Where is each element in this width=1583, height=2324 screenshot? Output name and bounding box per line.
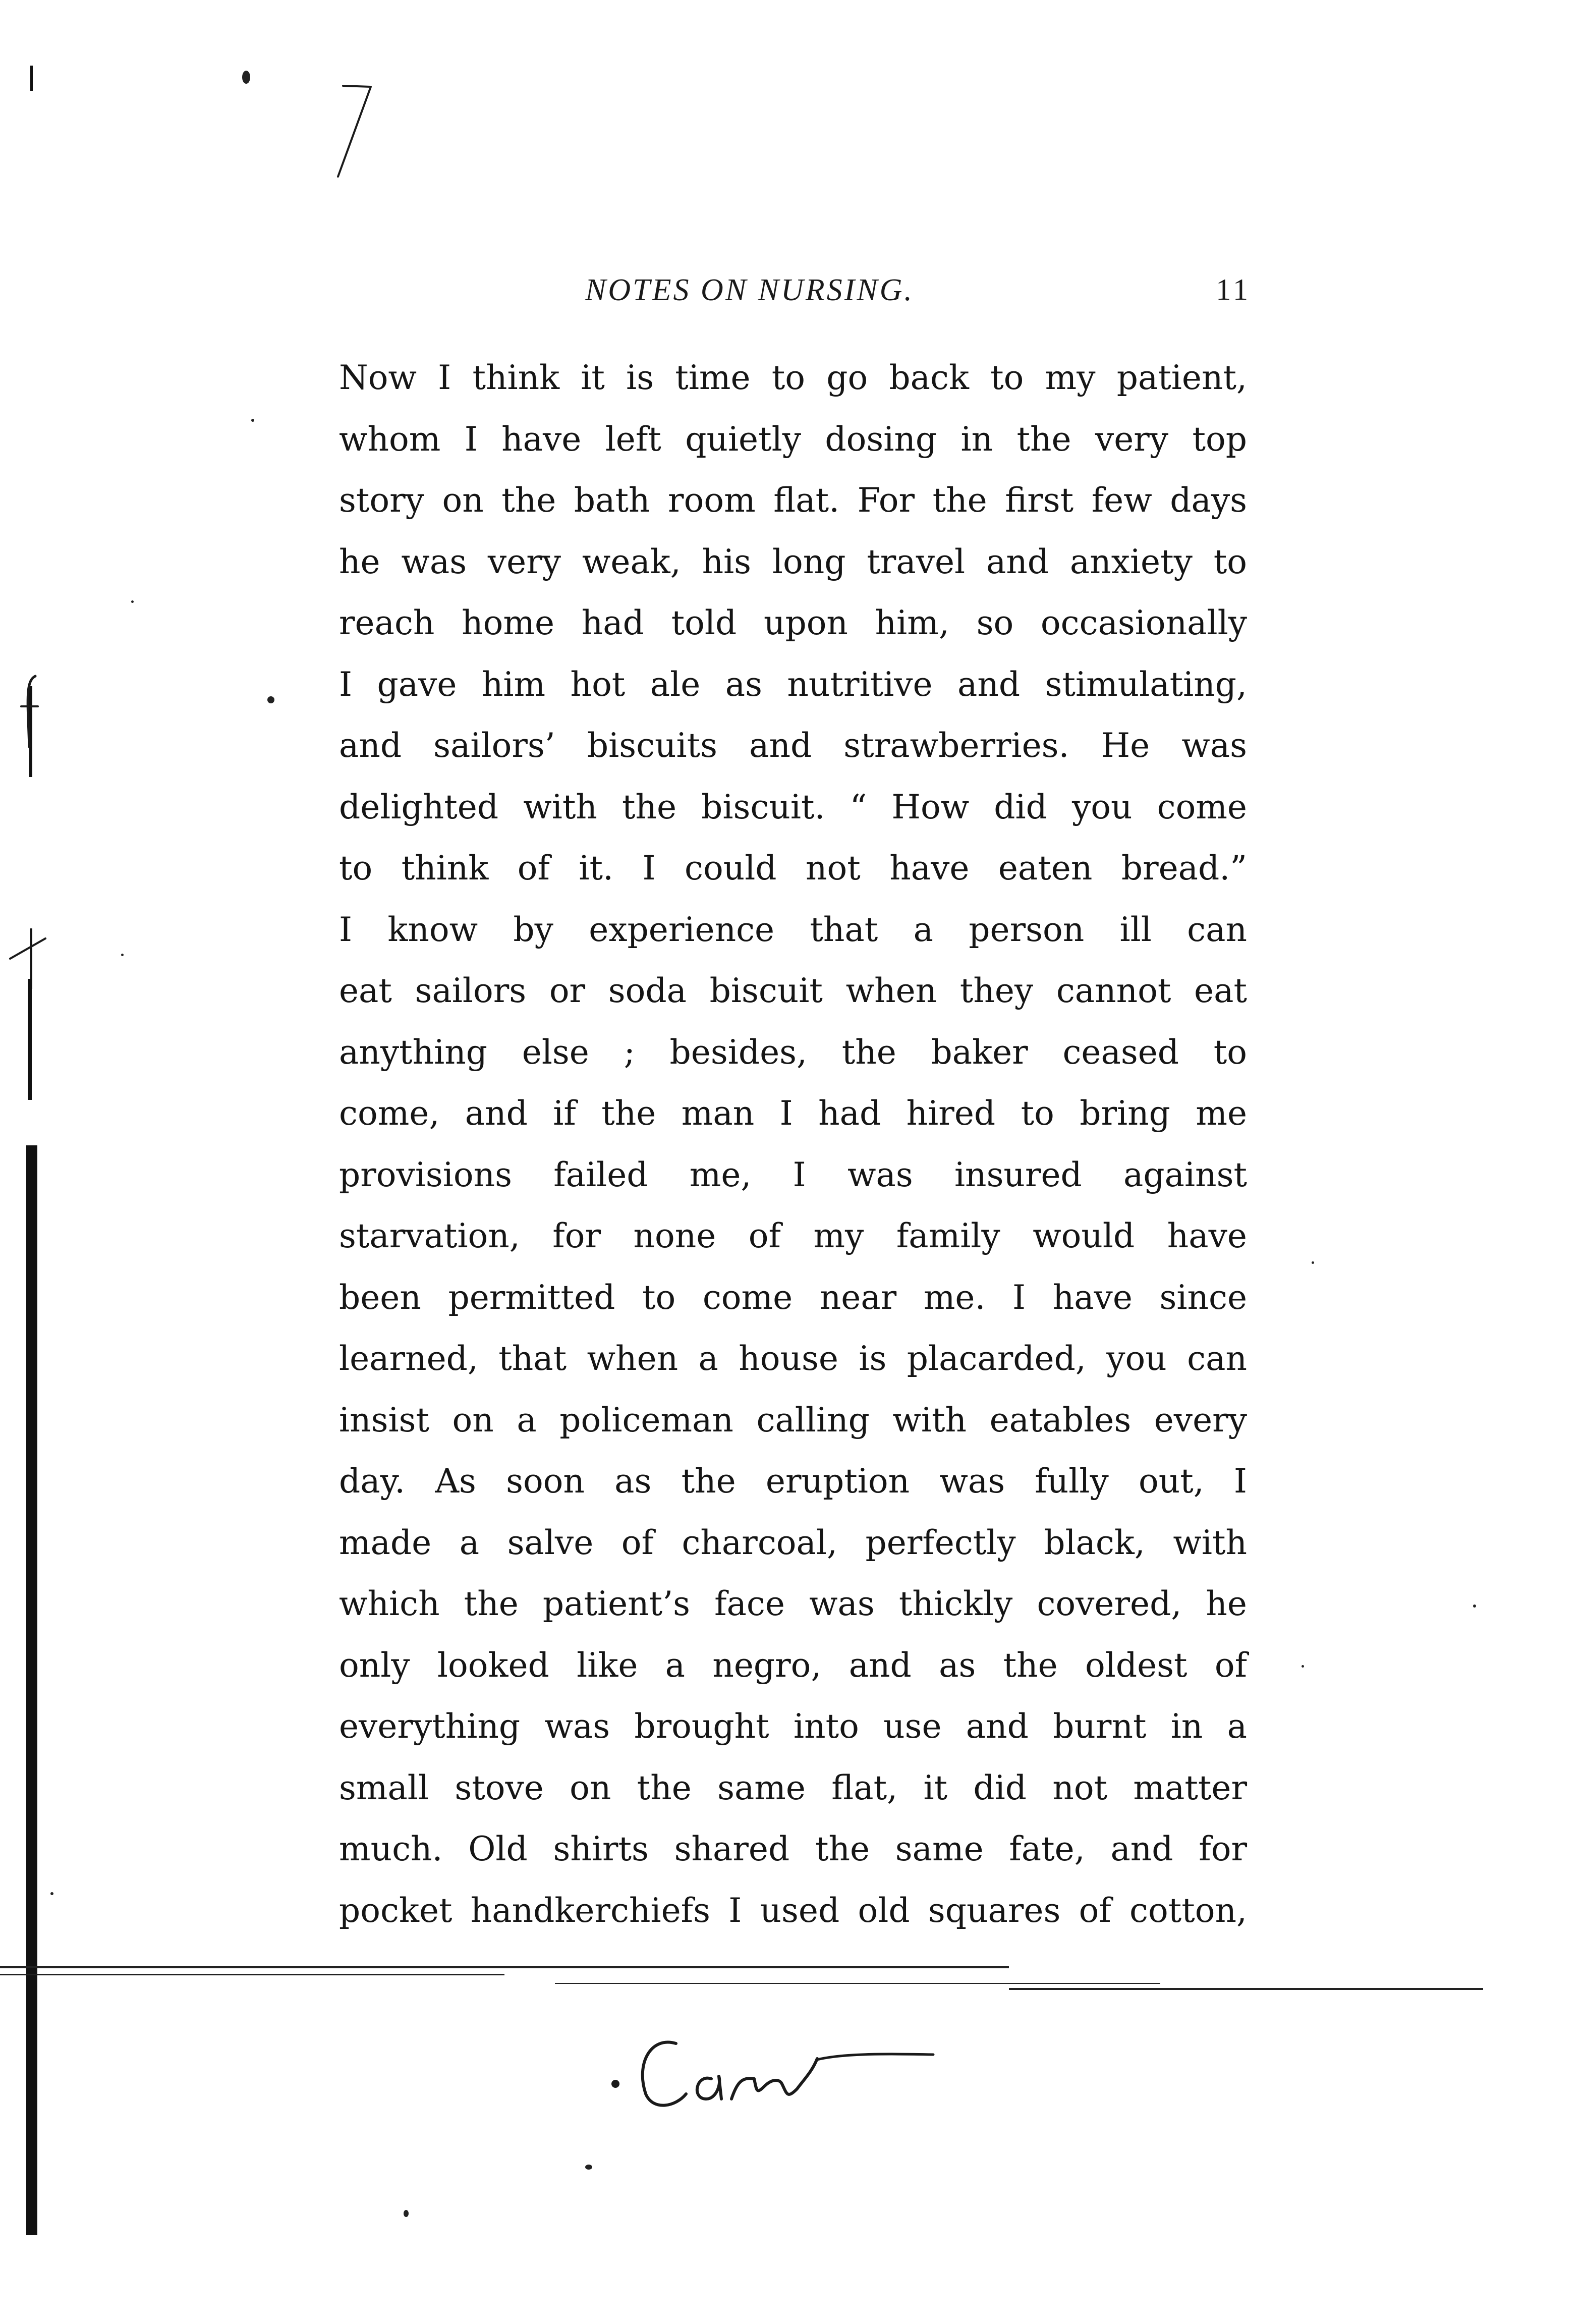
text-line: and sailors’ biscuits and strawberries. He was	[339, 726, 1247, 765]
top-pencil-mark-drawing	[323, 76, 383, 187]
scan-speck	[242, 71, 250, 84]
page-number: 11	[1216, 273, 1251, 306]
text-line: come, and if the man I had hired to bring me	[339, 1094, 1247, 1133]
text-line: provisions failed me, I was insured against	[339, 1155, 1247, 1194]
scan-speck	[50, 1892, 53, 1895]
handwritten-annotation-drawing	[605, 2023, 958, 2124]
text-line: I gave him hot ale as nutritive and stimulating,	[339, 665, 1247, 704]
left-margin-mark	[15, 671, 45, 752]
text-line: Now I think it is time to go back to my patient,	[339, 358, 1247, 397]
left-margin-mark-drawing-2	[5, 923, 50, 974]
text-line: been permitted to come near me. I have since	[339, 1278, 1247, 1317]
binding-edge-shadow	[26, 1145, 37, 2235]
page-edge-rule	[1009, 1988, 1483, 1990]
page-edge-rule	[0, 1966, 1009, 1968]
body-text	[339, 347, 1247, 1941]
scan-speck	[1312, 1261, 1314, 1264]
scan-speck	[121, 954, 124, 956]
text-line: day. As soon as the eruption was fully out, I	[339, 1462, 1247, 1501]
text-line: learned, that when a house is placarded, you can	[339, 1339, 1247, 1378]
text-line: anything else ; besides, the baker ceased to	[339, 1032, 1247, 1072]
text-line: delighted with the biscuit. “ How did you come	[339, 787, 1247, 826]
handwritten-annotation	[605, 2023, 958, 2124]
text-line: pocket handkerchiefs I used old squares of cotton,	[339, 1891, 1247, 1930]
text-line: much. Old shirts shared the same fate, and for	[339, 1830, 1247, 1868]
annotation-dot	[611, 2080, 619, 2088]
scan-speck	[267, 696, 274, 703]
running-title: NOTES ON NURSING.	[585, 273, 914, 307]
text-line: whom I have left quietly dosing in the very top	[339, 419, 1247, 459]
scan-speck	[251, 419, 254, 422]
scan-speck	[1473, 1604, 1476, 1608]
text-line: starvation, for none of my family would have	[339, 1216, 1247, 1255]
text-line: I know by experience that a person ill can	[339, 910, 1247, 949]
text-line: reach home had told upon him, so occasionally	[339, 603, 1247, 642]
text-line: which the patient’s face was thickly covered, he	[339, 1584, 1247, 1623]
text-line: small stove on the same flat, it did not matter	[339, 1768, 1247, 1807]
page-edge-rule	[555, 1983, 1160, 1984]
top-pencil-mark	[323, 76, 383, 187]
running-header	[585, 272, 1251, 318]
text-line: to think of it. I could not have eaten bread.”	[339, 849, 1247, 888]
text-line: he was very weak, his long travel and anxiety to	[339, 542, 1247, 581]
page-edge-rule	[0, 1974, 504, 1975]
left-margin-mark	[5, 923, 50, 974]
text-line: everything was brought into use and burnt in a	[339, 1707, 1247, 1746]
scan-speck	[404, 2210, 409, 2217]
scan-speck	[585, 2165, 592, 2170]
text-line: made a salve of charcoal, perfectly black, with	[339, 1523, 1247, 1562]
text-line: only looked like a negro, and as the oldest of	[339, 1645, 1247, 1685]
text-line: story on the bath room flat. For the first few days	[339, 481, 1247, 520]
binding-edge-mark	[28, 979, 32, 1100]
binding-edge-mark	[30, 66, 33, 91]
scan-speck	[131, 600, 134, 603]
text-line: insist on a policeman calling with eatables every	[339, 1400, 1247, 1440]
text-line: eat sailors or soda biscuit when they cannot eat	[339, 971, 1247, 1010]
left-margin-mark-drawing	[15, 671, 45, 752]
scan-speck	[1302, 1665, 1304, 1668]
